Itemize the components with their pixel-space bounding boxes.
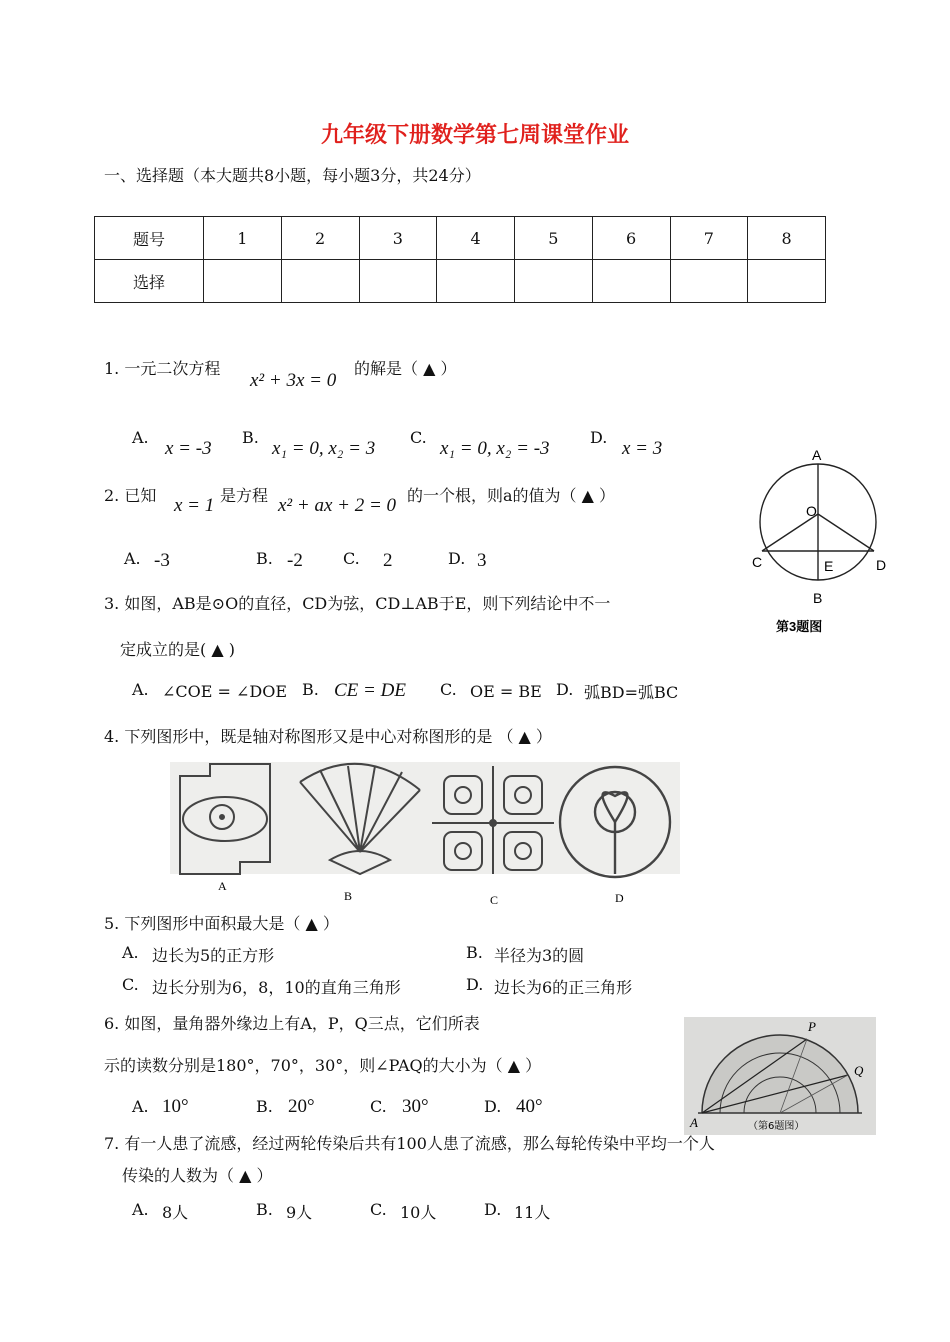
q3-option-a: ∠COE = ∠DOE (162, 682, 288, 701)
answer-cell[interactable] (281, 260, 359, 303)
q7-option-a-label: A. (132, 1200, 149, 1219)
q5-option-a: 边长为5的正方形 (152, 946, 275, 965)
radius-od (818, 514, 874, 551)
q1-option-a: x = -3 (165, 438, 212, 459)
q2-stem-c: 的一个根，则a的值为（ ▲ ） (407, 486, 616, 505)
point-label: O (806, 503, 817, 519)
q1-option-c: x₁ = 0, x₂ = -3 (440, 438, 550, 459)
q6-option-a: 10° (162, 1096, 189, 1117)
q7-line-2: 传染的人数为（ ▲ ） (122, 1166, 273, 1185)
q5-option-a-label: A. (122, 943, 139, 962)
table-cell-number: 5 (515, 217, 593, 260)
q6-option-c: 30° (402, 1096, 429, 1117)
table-cell-number: 7 (670, 217, 748, 260)
answer-cell[interactable] (748, 260, 826, 303)
q3-option-a-label: A. (132, 680, 149, 699)
q2-option-d-label: D. (448, 549, 466, 568)
table-cell-number: 2 (281, 217, 359, 260)
q3-option-d-label: D. (556, 680, 574, 699)
point-label: E (824, 558, 834, 574)
q1-stem-a: 1. 一元二次方程 (104, 359, 221, 378)
figure-caption: 第3题图 (776, 619, 823, 634)
q7-option-a: 8人 (162, 1203, 189, 1222)
q6-line-2: 示的读数分别是180°，70°，30°，则∠PAQ的大小为（ ▲ ） (104, 1056, 542, 1075)
q6-option-b: 20° (288, 1096, 315, 1117)
table-cell-number: 6 (592, 217, 670, 260)
q1-option-d: x = 3 (622, 438, 663, 459)
point-label: A (690, 1115, 698, 1130)
figures-background (170, 762, 680, 874)
q3-option-b-label: B. (302, 680, 319, 699)
table-cell-number: 4 (437, 217, 515, 260)
answer-cell[interactable] (204, 260, 282, 303)
table-cell-number: 8 (748, 217, 826, 260)
q1-option-b: x₁ = 0, x₂ = 3 (272, 438, 376, 459)
q3-option-b: CE = DE (334, 680, 406, 701)
q3-option-c: OE = BE (470, 682, 542, 701)
point-label: P (808, 1019, 816, 1034)
q5-stem: 5. 下列图形中面积最大是（ ▲ ） (104, 914, 339, 933)
q2-option-a-label: A. (124, 549, 141, 568)
radius-oc (762, 514, 818, 551)
q4-figures (170, 762, 680, 912)
q6-option-b-label: B. (256, 1097, 273, 1116)
q1-option-d-label: D. (590, 428, 608, 447)
table-row-label: 选择 (95, 260, 204, 303)
q6-protractor-figure (684, 1017, 876, 1135)
q1-stem-b: 的解是（ ▲ ） (354, 359, 457, 378)
q6-option-c-label: C. (370, 1097, 387, 1116)
q2-equation-1: x = 1 (174, 495, 215, 516)
q1-option-b-label: B. (242, 428, 259, 447)
q5-option-d-label: D. (466, 975, 484, 994)
q2-option-b-label: B. (256, 549, 273, 568)
q3-circle-figure (750, 440, 900, 640)
section-heading: 一、选择题（本大题共8小题，每小题3分，共24分） (104, 166, 481, 185)
figure-label: B (344, 889, 353, 903)
answer-table (94, 216, 826, 303)
q2-option-d: 3 (477, 550, 487, 571)
q1-option-a-label: A. (132, 428, 149, 447)
q5-option-b: 半径为3的圆 (494, 946, 585, 965)
q1-equation: x² + 3x = 0 (250, 370, 337, 391)
q2-option-b: -2 (287, 550, 303, 571)
q5-option-c-label: C. (122, 975, 139, 994)
q3-option-c-label: C. (440, 680, 457, 699)
q7-option-b: 9人 (286, 1203, 313, 1222)
q3-option-d: 弧BD=弧BC (584, 683, 679, 702)
point-label: D (876, 557, 887, 573)
q2-equation-2: x² + ax + 2 = 0 (278, 495, 397, 516)
q5-option-c: 边长分别为6，8，10的直角三角形 (152, 978, 401, 997)
q2-option-c: 2 (383, 550, 393, 571)
answer-cell[interactable] (592, 260, 670, 303)
page-title: 九年级下册数学第七周课堂作业 (320, 122, 629, 148)
q2-stem-a: 2. 已知 (104, 486, 157, 505)
table-cell-number: 3 (359, 217, 437, 260)
q5-option-b-label: B. (466, 943, 483, 962)
q7-option-c: 10人 (400, 1203, 437, 1222)
q6-option-d-label: D. (484, 1097, 502, 1116)
table-row (95, 217, 826, 260)
q1-option-c-label: C. (410, 428, 427, 447)
answer-cell[interactable] (670, 260, 748, 303)
q7-option-b-label: B. (256, 1200, 273, 1219)
q3-line-1: 3. 如图，AB是⊙O的直径，CD为弦，CD⊥AB于E，则下列结论中不一 (104, 594, 611, 613)
q7-line-1: 7. 有一人患了流感，经过两轮传染后共有100人患了流感，那么每轮传染中平均一个人 (104, 1134, 715, 1153)
figure-caption: （第6题图） (748, 1121, 805, 1132)
figure-label: A (218, 879, 227, 893)
q2-option-c-label: C. (343, 549, 360, 568)
q6-option-d: 40° (516, 1096, 543, 1117)
point-label: Q (854, 1063, 864, 1078)
q7-option-d: 11人 (514, 1203, 551, 1222)
q7-option-c-label: C. (370, 1200, 387, 1219)
table-cell-number: 1 (204, 217, 282, 260)
q7-option-d-label: D. (484, 1200, 502, 1219)
q6-option-a-label: A. (132, 1097, 149, 1116)
q6-line-1: 6. 如图，量角器外缘边上有A，P，Q三点，它们所表 (104, 1014, 480, 1033)
q3-line-2: 定成立的是( ▲ ) (120, 640, 235, 659)
figure-label: D (615, 891, 624, 905)
answer-cell[interactable] (437, 260, 515, 303)
q2-option-a: -3 (154, 550, 170, 571)
table-row (95, 260, 826, 303)
point-label: A (812, 447, 822, 463)
q2-stem-b: 是方程 (220, 486, 269, 505)
figure-label: C (490, 893, 499, 907)
q4-stem: 4. 下列图形中，既是轴对称图形又是中心对称图形的是 （ ▲ ） (104, 727, 552, 746)
answer-cell[interactable] (515, 260, 593, 303)
point-label: C (752, 554, 763, 570)
point-label: B (813, 590, 823, 606)
table-header-label: 题号 (95, 217, 204, 260)
q5-option-d: 边长为6的正三角形 (494, 978, 633, 997)
answer-cell[interactable] (359, 260, 437, 303)
